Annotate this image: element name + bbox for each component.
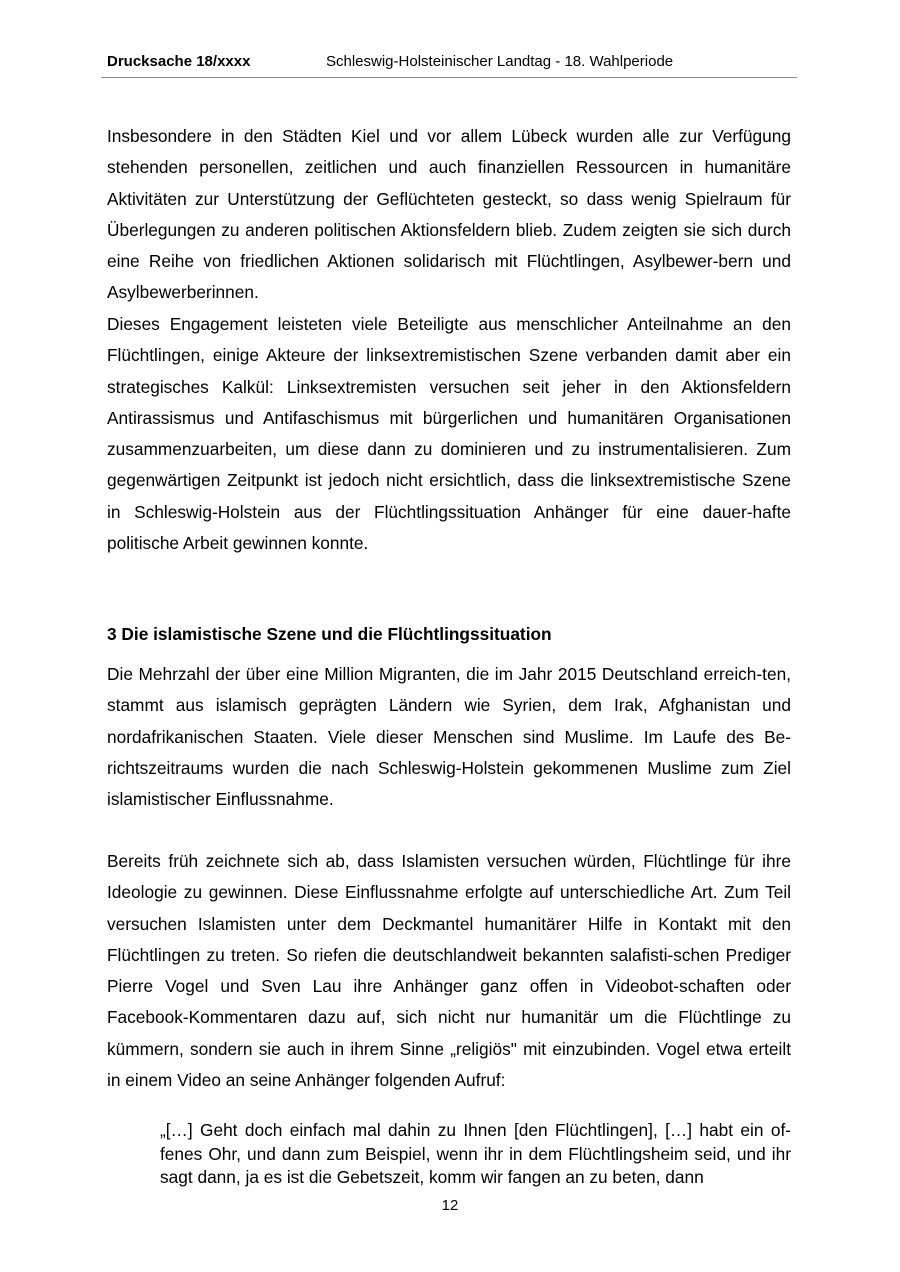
page-number: 12 <box>441 1197 459 1214</box>
body-paragraph-2: Dieses Engagement leisteten viele Beteiligte aus menschlicher Anteilnahme an den Flüchtlingen, einige Akteure der linksextremistischen Szene verbanden damit aber ein strategisches Kalkül: Linksextremisten versuchen seit jeher in den Aktionsfeldern Antirassismus und Antifaschismus mit bürgerlichen und humanitären Organisationen zusammenzuarbeiten, um diese dann zu dominieren und zu instrumentalisieren. Zum gegenwärtigen Zeitpunkt ist jedoch nicht ersichtlich, dass die linksextremistische Szene in Schleswig-Holstein aus der Flüchtlingssituation Anhänger für eine dauer-hafte politische Arbeit gewinnen konnte. <box>107 314 791 554</box>
page-header <box>101 51 797 78</box>
block-quote: „[…] Geht doch einfach mal dahin zu Ihnen [den Flüchtlingen], […] habt ein of-fenes Ohr, und dann zum Beispiel, wenn ihr in dem Flüchtlingsheim seid, und ihr sagt dann, ja es ist die Gebetszeit, komm wir fangen an zu beten, dann <box>160 1120 791 1187</box>
section-paragraph-1: Die Mehrzahl der über eine Million Migranten, die im Jahr 2015 Deutschland erreich-ten, stammt aus islamisch geprägten Ländern wie Syrien, dem Irak, Afghanistan und nordafrikanischen Staaten. Viele dieser Menschen sind Muslime. Im Laufe des Be-richtszeitraums wurden die nach Schleswig-Holstein gekommenen Muslime zum Ziel islamistischer Einflussnahme. <box>107 664 791 810</box>
header-institution: Schleswig-Holsteinischer Landtag - 18. Wahlperiode <box>326 53 674 70</box>
body-paragraph-1: Insbesondere in den Städten Kiel und vor allem Lübeck wurden alle zur Verfügung stehenden personellen, zeitlichen und auch finanziellen Ressourcen in humanitäre Aktivitäten zur Unterstützung der Geflüchteten gesteckt, so dass wenig Spielraum für Überlegungen zu anderen politischen Aktionsfeldern blieb. Zudem zeigten sie sich durch eine Reihe von friedlichen Aktionen solidarisch mit Flüchtlingen, Asylbewer-bern und Asylbewerberinnen. <box>107 126 791 303</box>
document-number: Drucksache 18/xxxx <box>107 53 251 70</box>
section-paragraph-2: Bereits früh zeichnete sich ab, dass Islamisten versuchen würden, Flüchtlinge für ihre Ideologie zu gewinnen. Diese Einflussnahme erfolgte auf unterschiedliche Art. Zum Teil versuchen Islamisten unter dem Deckmantel humanitärer Hilfe in Kontakt mit den Flüchtlingen zu treten. So riefen die deutschlandweit bekannten salafisti-schen Prediger Pierre Vogel und Sven Lau ihre Anhänger ganz offen in Videobot-schaften oder Facebook-Kommentaren dazu auf, sich nicht nur humanitär um die Flüchtlinge zu kümmern, sondern sie auch in ihrem Sinne „religiös" mit einzubinden. Vogel etwa erteilt in einem Video an seine Anhänger folgenden Aufruf: <box>107 851 791 1091</box>
section-heading: 3 Die islamistische Szene und die Flüchtlingssituation <box>107 624 552 644</box>
